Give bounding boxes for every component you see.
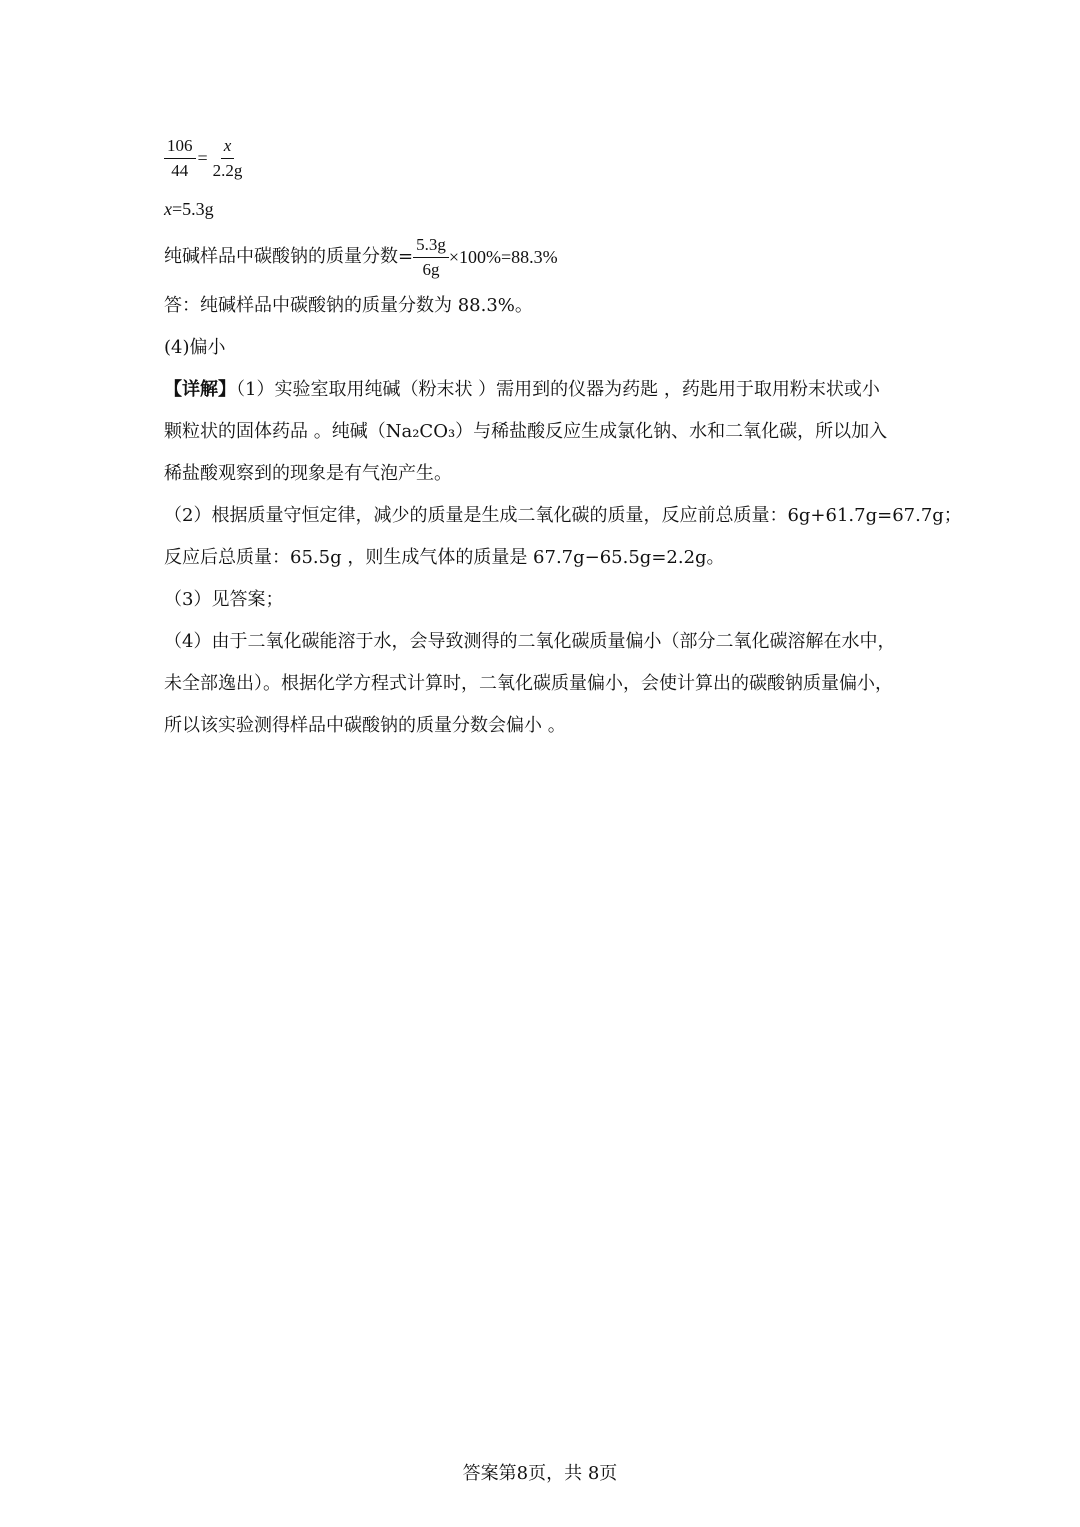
- fraction-left-denominator: 44: [171, 160, 189, 180]
- fraction-right: [210, 135, 246, 182]
- detail-para1-line2: 颗粒状的固体药品 。纯碱（Na₂CO₃）与稀盐酸反应生成氯化钠、水和二氧化碳，所以加入: [164, 421, 888, 442]
- result-value: =5.3g: [172, 199, 214, 219]
- detail-para3-line1: （3）见答案；: [164, 589, 284, 610]
- detail-para1-line1-text: （1）实验室取用纯碱（粉末状 ）需用到的仪器为药匙 ，药匙用于取用粉末状或小: [236, 379, 880, 400]
- part4-answer: (4)偏小: [164, 337, 226, 358]
- mass-fraction-denominator: 6g: [422, 259, 440, 279]
- answer-statement: 答：纯碱样品中碳酸钠的质量分数为 88.3%。: [164, 295, 533, 316]
- page-footer: 答案第8页，共 8页: [462, 1463, 618, 1484]
- fraction-left: [164, 135, 196, 182]
- fraction-left-numerator: 106: [164, 135, 196, 159]
- detail-para4-line2: 未全部逸出）。根据化学方程式计算时，二氧化碳质量偏小，会使计算出的碳酸钠质量偏小，: [164, 673, 893, 694]
- fraction-right-denominator: 2.2g: [212, 160, 243, 180]
- detail-para2-line2: 反应后总质量：65.5g ，则生成气体的质量是 67.7g−65.5g=2.2g。: [164, 547, 725, 568]
- mass-fraction-fraction: [413, 234, 449, 281]
- mass-fraction-suffix: ×100%=88.3%: [448, 247, 558, 267]
- mass-fraction-equation: [164, 229, 934, 285]
- mass-fraction-numerator: 5.3g: [413, 234, 449, 258]
- proportion-equation: [164, 130, 934, 186]
- detail-para2-line1: （2）根据质量守恒定律，减少的质量是生成二氧化碳的质量，反应前总质量：6g+61.7g=67.7g；: [164, 505, 962, 526]
- detail-para1-line3: 稀盐酸观察到的现象是有气泡产生。: [164, 463, 452, 484]
- solution-result: [164, 195, 934, 223]
- equals-sign: =: [197, 148, 208, 168]
- detail-explanation: [164, 369, 962, 747]
- detail-para4-line3: 所以该实验测得样品中碳酸钠的质量分数会偏小 。: [164, 715, 566, 736]
- mass-fraction-prefix: 纯碱样品中碳酸钠的质量分数=: [164, 246, 414, 267]
- detail-para4-line1: （4）由于二氧化碳能溶于水，会导致测得的二氧化碳质量偏小（部分二氧化碳溶解在水中，: [164, 631, 896, 652]
- answer-content: [164, 130, 962, 747]
- detail-para1-line1: [164, 369, 934, 411]
- result-variable: x: [164, 199, 172, 219]
- fraction-right-numerator: x: [221, 135, 235, 159]
- detail-tag: 【详解】: [164, 379, 236, 400]
